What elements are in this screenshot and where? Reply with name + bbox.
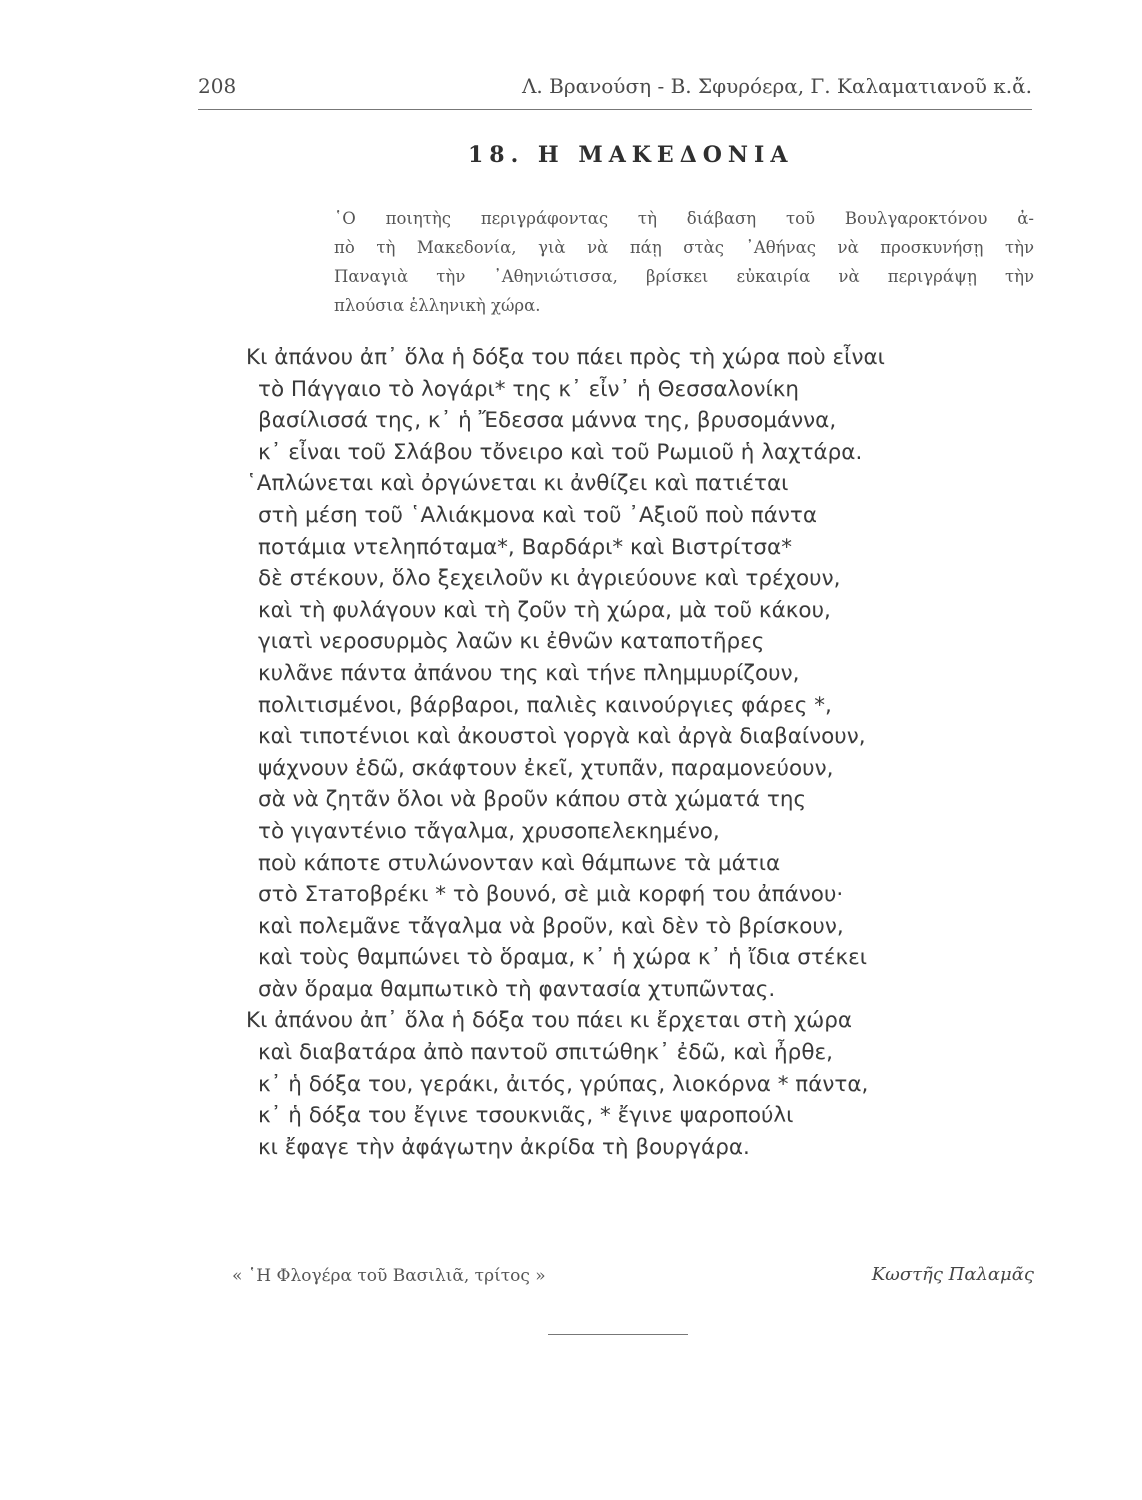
intro-line: ῾Ο ποιητὴς περιγράφοντας τὴ διάβαση τοῦ Βουλγαροκτόνου ἀ- bbox=[334, 209, 1034, 228]
poem-line: καὶ τὴ φυλάγουν καὶ τὴ ζοῦν τὴ χώρα, μὰ τοῦ κάκου, bbox=[258, 597, 831, 623]
poem-line: Κι ἀπάνου ἀπ᾿ ὅλα ἡ δόξα του πάει κι ἔρχεται στὴ χώρα bbox=[246, 1008, 853, 1034]
poem-line: στὴ μέση τοῦ ῾Αλιάκμονα καὶ τοῦ ᾿Αξιοῦ ποὺ πάντα bbox=[258, 502, 818, 528]
intro-line: πὸ τὴ Μακεδονία, γιὰ νὰ πάῃ στὰς ᾿Αθήνας νὰ προσκυνήσῃ τὴν bbox=[334, 238, 1034, 257]
poem-line: καὶ τιποτένιοι καὶ ἀκουστοὶ γοργὰ καὶ ἀργὰ διαβαίνουν, bbox=[258, 724, 866, 750]
intro-paragraph bbox=[334, 204, 1034, 320]
poem-line: κι ἔφαγε τὴν ἀφάγωτην ἀκρίδα τὴ βουργάρα. bbox=[258, 1134, 750, 1160]
poem-line: γιατὶ νεροσυρμὸς λαῶν κι ἐθνῶν καταποτῆρες bbox=[258, 629, 765, 655]
poem-line: κ᾿ εἶναι τοῦ Σλάβου τὄνειρο καὶ τοῦ Ρωμιοῦ ἡ λαχτάρα. bbox=[258, 439, 863, 465]
chapter-title: 18. Η ΜΑΚΕΔΟΝΙΑ bbox=[468, 142, 794, 168]
poem-body bbox=[246, 342, 1046, 1163]
end-divider bbox=[548, 1334, 688, 1335]
poem-line: καὶ τοὺς θαμπώνει τὸ ὅραμα, κ᾿ ἡ χώρα κ᾿ ἡ ἴδια στέκει bbox=[258, 945, 868, 971]
poem-line: κ᾿ ἡ δόξα του ἔγινε τσουκνιᾶς, * ἔγινε ψαροπούλι bbox=[258, 1103, 794, 1129]
page-header bbox=[198, 74, 1032, 104]
intro-line: Παναγιὰ τὴν ᾿Αθηνιώτισσα, βρίσκει εὐκαιρία νὰ περιγράψῃ τὴν bbox=[334, 267, 1034, 286]
poem-line: κυλᾶνε πάντα ἀπάνου της καὶ τήνε πλημμυρίζουν, bbox=[258, 660, 800, 686]
intro-line: πλούσια ἑλληνικὴ χώρα. bbox=[334, 296, 541, 315]
poem-line: καὶ πολεμᾶνε τἄγαλμα νὰ βροῦν, καὶ δὲν τὸ βρίσκουν, bbox=[258, 913, 844, 939]
running-head-authors: Λ. Βρανούση - Β. Σφυρόερα, Γ. Καλαματιανοῦ κ.ἄ. bbox=[521, 74, 1032, 98]
poem-line: ψάχνουν ἐδῶ, σκάφτουν ἐκεῖ, χτυπᾶν, παραμονεύουν, bbox=[258, 755, 834, 781]
poem-line: ῾Απλώνεται καὶ ὀργώνεται κι ἀνθίζει καὶ πατιέται bbox=[246, 471, 789, 497]
poem-line: Κι ἀπάνου ἀπ᾿ ὅλα ἡ δόξα του πάει πρὸς τὴ χώρα ποὺ εἶναι bbox=[246, 345, 885, 370]
poem-line: σὰ νὰ ζητᾶν ὅλοι νὰ βροῦν κάπου στὰ χώματά της bbox=[258, 787, 807, 813]
poem-line: ποτάμια ντεληπόταμα*, Βαρδάρι* καὶ Βιστρίτσα* bbox=[258, 534, 792, 560]
poem-line: στὸ Σтатοβρέκι * τὸ βουνό, σὲ μιὰ κορφή του ἀπάνου· bbox=[258, 882, 844, 908]
page-number: 208 bbox=[198, 74, 237, 98]
header-divider bbox=[198, 109, 1032, 110]
poem-line: καὶ διαβατάρα ἀπὸ παντοῦ σπιτώθηκ᾿ ἐδῶ, καὶ ἦρθε, bbox=[258, 1040, 833, 1066]
poem-line: πολιτισμένοι, βάρβαροι, παλιὲς καινούργιες φάρες *, bbox=[258, 692, 832, 718]
poet-name: Κωστῆς Παλαμᾶς bbox=[871, 1264, 1034, 1285]
poem-line: κ᾿ ἡ δόξα του, γεράκι, ἀιτός, γρύπας, λιοκόρνα * πάντα, bbox=[258, 1071, 869, 1097]
poem-line: τὸ Πάγγαιο τὸ λογάρι* της κ᾿ εἶν᾿ ἡ Θεσσαλονίκη bbox=[258, 376, 800, 402]
poem-line: τὸ γιγαντένιο τἄγαλμα, χρυσοπελεκημένο, bbox=[258, 818, 720, 844]
poem-line: σὰν ὅραμα θαμπωτικὸ τὴ φαντασία χτυπῶντας. bbox=[258, 976, 776, 1002]
poem-line: βασίλισσά της, κ᾿ ἡ Ἔδεσσα μάννα της, βρυσομάννα, bbox=[258, 408, 837, 434]
source-citation: « ῾Η Φλογέρα τοῦ Βασιλιᾶ, τρίτος » bbox=[232, 1266, 546, 1286]
poem-line: ποὺ κάποτε στυλώνονταν καὶ θάμπωνε τὰ μάτια bbox=[258, 850, 781, 876]
poem-line: δὲ στέκουν, ὅλο ξεχειλοῦν κι ἀγριεύουνε καὶ τρέχουν, bbox=[258, 566, 841, 592]
